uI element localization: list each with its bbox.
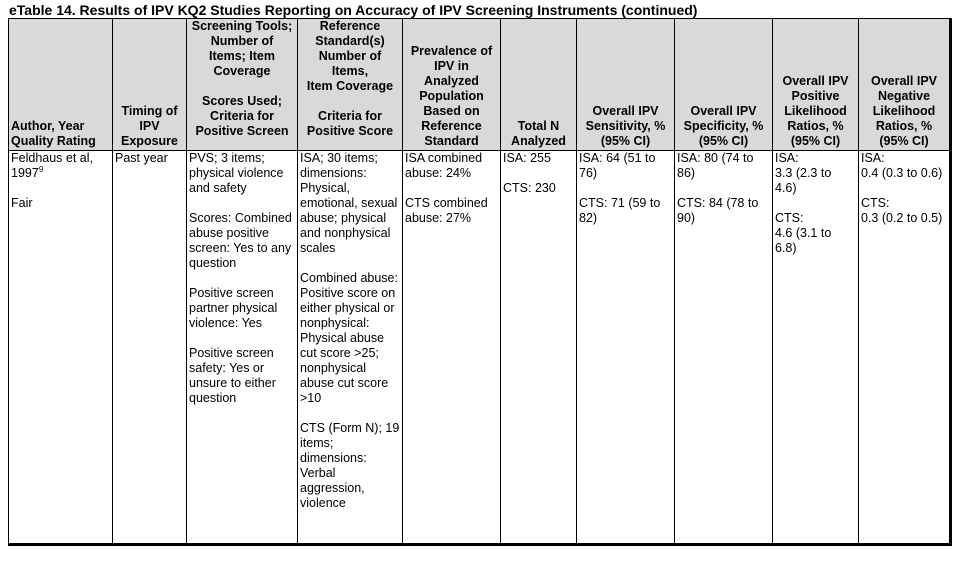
results-table — [8, 18, 952, 546]
cell-specificity: ISA: 80 (74 to 86) CTS: 84 (78 to 90) — [675, 151, 773, 545]
cell-prevalence: ISA combined abuse: 24% CTS combined abuse: 27% — [403, 151, 501, 545]
cell-author: Feldhaus et al, 1997$^9$ Fair — [9, 151, 113, 545]
quality-rating: Fair — [11, 196, 33, 210]
header-screening-tools: Screening Tools; Number of Items; Item Coverage Scores Used; Criteria for Positive Screen — [187, 19, 298, 151]
cell-reference-standard: ISA; 30 items; dimensions: Physical, emotional, sexual abuse; physical and nonphysical scales Combined abuse: Positive score on either physical or nonphysical: Physical abuse cut score >25; nonphysical abuse cut score >10 CTS (Form N); 19 items; dimensions: Verbal aggression, violence — [298, 151, 403, 545]
header-prevalence: Prevalence of IPV in Analyzed Population Based on Reference Standard — [403, 19, 501, 151]
header-reference-standard: Reference Standard(s) Number of Items, Item Coverage Criteria for Positive Score — [298, 19, 403, 151]
cell-total-n: ISA: 255 CTS: 230 — [501, 151, 577, 545]
header-row — [9, 19, 951, 151]
cell-sensitivity: ISA: 64 (51 to 76) CTS: 71 (59 to 82) — [577, 151, 675, 545]
cell-negative-lr: ISA: 0.4 (0.3 to 0.6) CTS: 0.3 (0.2 to 0.5) — [859, 151, 951, 545]
header-total-n: Total N Analyzed — [501, 19, 577, 151]
header-positive-lr: Overall IPV Positive Likelihood Ratios, % (95% CI) — [773, 19, 859, 151]
header-specificity: Overall IPV Specificity, % (95% CI) — [675, 19, 773, 151]
table-title: eTable 14. Results of IPV KQ2 Studies Reporting on Accuracy of IPV Screening Instruments (continued) — [9, 2, 698, 18]
header-timing: Timing of IPV Exposure — [113, 19, 187, 151]
cell-screening-tools: PVS; 3 items; physical violence and safety Scores: Combined abuse positive screen: Yes to any question Positive screen partner physical violence: Yes Positive screen safety: Yes or unsure to either question — [187, 151, 298, 545]
header-author: Author, Year Quality Rating — [9, 19, 113, 151]
cell-positive-lr: ISA: 3.3 (2.3 to 4.6) CTS: 4.6 (3.1 to 6.8) — [773, 151, 859, 545]
cell-timing: Past year — [113, 151, 187, 545]
header-sensitivity: Overall IPV Sensitivity, % (95% CI) — [577, 19, 675, 151]
table-row — [9, 151, 951, 545]
header-negative-lr: Overall IPV Negative Likelihood Ratios, % (95% CI) — [859, 19, 951, 151]
